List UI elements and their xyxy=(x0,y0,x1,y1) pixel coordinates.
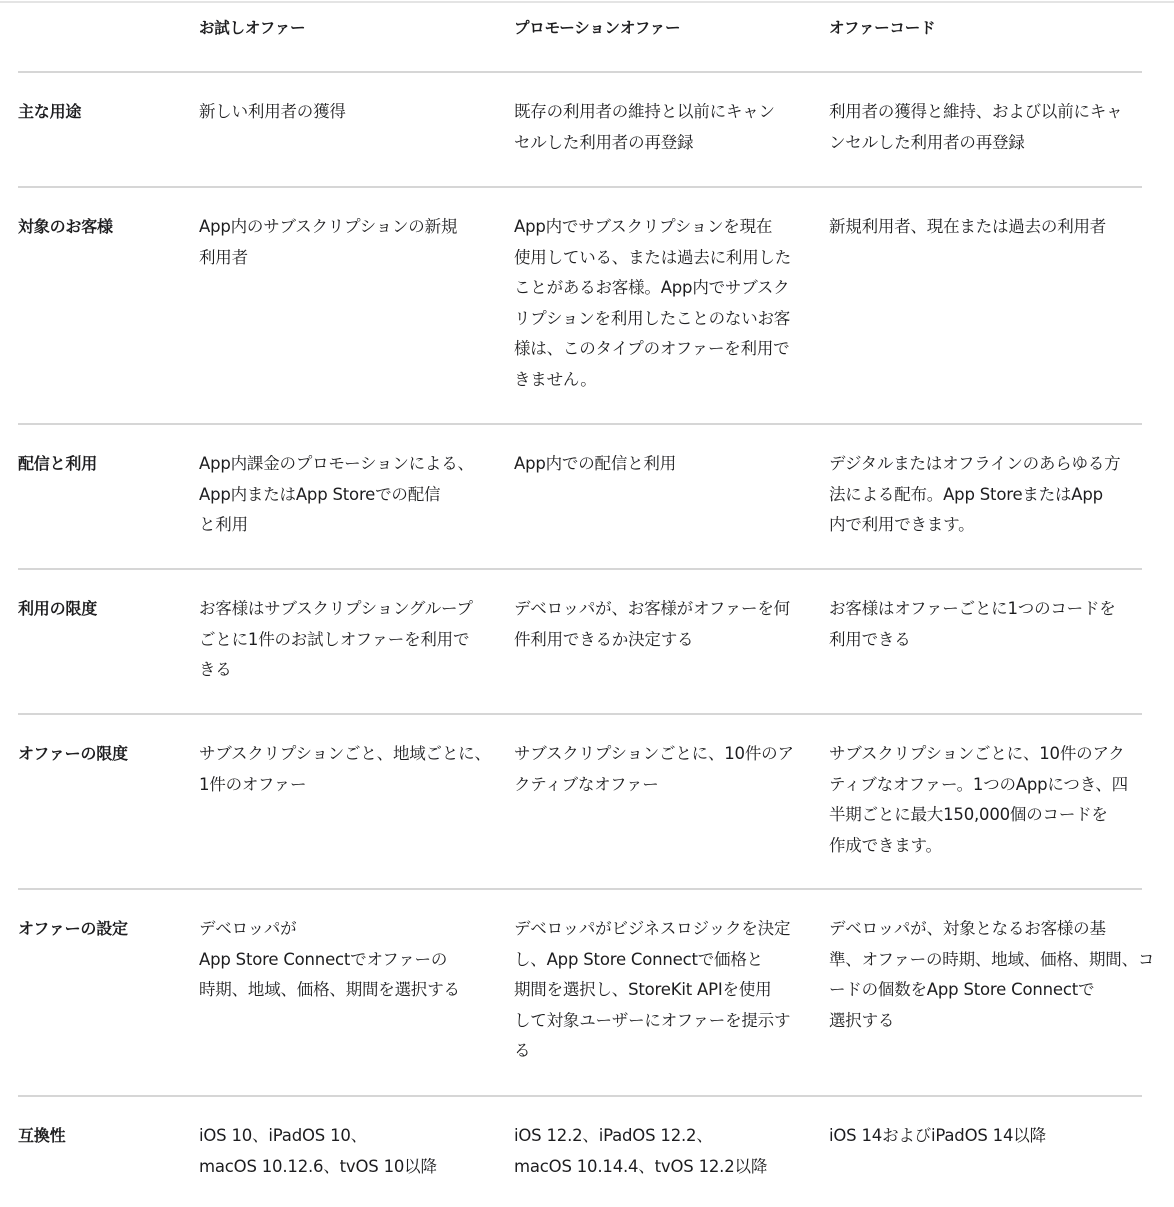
cell-introductory xyxy=(199,715,514,888)
offer-comparison-table xyxy=(18,3,1155,1207)
cell-line: と利用 xyxy=(199,515,248,534)
cell-line: デベロッパがビジネスロジックを決定 xyxy=(514,919,791,938)
cell-line: 様は、このタイプのオファーを利用で xyxy=(514,339,790,358)
cell-line: 半期ごとに最大150,000個のコードを xyxy=(829,805,1108,824)
cell-offer-code xyxy=(829,425,1142,568)
header-promotional-offer: プロモーションオファー xyxy=(514,19,681,37)
cell-line: 作成できます。 xyxy=(829,835,942,855)
header-offer-code: オファーコード xyxy=(829,19,936,37)
cell-line: セルした利用者の再登録 xyxy=(514,132,694,152)
cell-introductory xyxy=(199,1097,514,1207)
cell-line: 内で利用できます。 xyxy=(829,515,975,534)
cell-promotional xyxy=(514,890,829,1095)
cell-line: App内での配信と利用 xyxy=(514,454,677,473)
cell-line: ンセルした利用者の再登録 xyxy=(829,132,1025,152)
cell-line: iOS 10、iPadOS 10、 xyxy=(199,1126,367,1145)
cell-offer-code xyxy=(829,188,1142,423)
cell-offer-code xyxy=(829,715,1142,888)
cell-line: サブスクリプションごとに、10件のア xyxy=(514,744,794,763)
row-label: オファーの限度 xyxy=(18,744,128,763)
cell-promotional xyxy=(514,1097,829,1207)
cell-line: 新規利用者、現在または過去の利用者 xyxy=(829,217,1107,236)
cell-line: きません。 xyxy=(514,369,597,389)
table-row-offer-setup xyxy=(18,890,1155,1097)
cell-line: ードの個数をApp Store Connectで xyxy=(829,980,1095,999)
cell-line: る xyxy=(514,1041,531,1060)
cell-promotional xyxy=(514,715,829,888)
cell-promotional xyxy=(514,73,829,186)
cell-line: ごとに1件のお試しオファーを利用で xyxy=(199,629,470,649)
cell-line: ことがあるお客様。App内でサブスク xyxy=(514,278,790,297)
row-label: 配信と利用 xyxy=(18,454,98,473)
cell-line: App内でサブスクリプションを現在 xyxy=(514,217,773,236)
table-row-distribution xyxy=(18,425,1142,570)
cell-line: 使用している、または過去に利用した xyxy=(514,247,792,267)
cell-line: し、App Store Connectで価格と xyxy=(514,949,763,969)
cell-line: リプションを利用したことのないお客 xyxy=(514,308,791,328)
cell-introductory xyxy=(199,425,514,568)
cell-promotional xyxy=(514,425,829,568)
table-row-offer-limit xyxy=(18,715,1142,890)
cell-line: 準、オファーの時期、地域、価格、期間、コ xyxy=(829,949,1155,969)
cell-line: 利用できる xyxy=(829,629,911,649)
row-label: 主な用途 xyxy=(18,102,82,121)
row-label: 利用の限度 xyxy=(18,599,98,618)
cell-line: 期間を選択し、StoreKit APIを使用 xyxy=(514,980,772,999)
row-label: 互換性 xyxy=(18,1126,66,1145)
cell-line: App Store Connectでオファーの xyxy=(199,949,448,969)
cell-line: 利用者の獲得と維持、および以前にキャ xyxy=(829,102,1123,121)
cell-promotional xyxy=(514,188,829,423)
cell-line: デベロッパが、お客様がオファーを何 xyxy=(514,599,790,618)
table-row-primary-use xyxy=(18,73,1142,188)
row-label: オファーの設定 xyxy=(18,919,128,938)
table-row-target-customers xyxy=(18,188,1142,425)
cell-line: iOS 14およびiPadOS 14以降 xyxy=(829,1126,1046,1145)
cell-line: App内のサブスクリプションの新規 xyxy=(199,217,458,236)
cell-line: 既存の利用者の維持と以前にキャン xyxy=(514,102,775,121)
cell-offer-code xyxy=(829,1097,1142,1207)
cell-introductory xyxy=(199,570,514,713)
cell-line: 利用者 xyxy=(199,247,248,267)
cell-line: デジタルまたはオフラインのあらゆる方 xyxy=(829,454,1121,473)
cell-line: 選択する xyxy=(829,1010,895,1030)
cell-line: お客様はサブスクリプショングループ xyxy=(199,599,473,618)
cell-line: App内またはApp Storeでの配信 xyxy=(199,484,441,504)
cell-line: macOS 10.14.4、tvOS 12.2以降 xyxy=(514,1156,768,1176)
cell-line: 新しい利用者の獲得 xyxy=(199,102,346,121)
row-label: 対象のお客様 xyxy=(18,217,113,236)
cell-offer-code xyxy=(829,570,1142,713)
cell-promotional xyxy=(514,570,829,713)
cell-line: して対象ユーザーにオファーを提示す xyxy=(514,1010,791,1030)
cell-introductory xyxy=(199,73,514,186)
cell-line: クティブなオファー xyxy=(514,774,659,794)
cell-line: macOS 10.12.6、tvOS 10以降 xyxy=(199,1156,437,1176)
cell-line: サブスクリプションごとに、10件のアク xyxy=(829,744,1125,763)
cell-line: デベロッパが xyxy=(199,919,297,938)
cell-line: きる xyxy=(199,660,232,679)
header-cell-empty xyxy=(18,3,199,71)
cell-line: 法による配布。App StoreまたはApp xyxy=(829,484,1103,504)
cell-line: 件利用できるか決定する xyxy=(514,629,694,649)
cell-line: ティブなオファー。1つのAppにつき、四 xyxy=(829,774,1128,794)
cell-line: デベロッパが、対象となるお客様の基 xyxy=(829,919,1106,938)
cell-line: サブスクリプションごと、地域ごとに、 xyxy=(199,744,491,763)
header-introductory-offer: お試しオファー xyxy=(199,19,306,37)
cell-line: 時期、地域、価格、期間を選択する xyxy=(199,980,460,999)
cell-offer-code xyxy=(829,890,1155,1095)
cell-line: App内課金のプロモーションによる、 xyxy=(199,454,474,473)
table-header-row xyxy=(18,3,1142,73)
cell-introductory xyxy=(199,188,514,423)
table-row-usage-limit xyxy=(18,570,1142,715)
cell-offer-code xyxy=(829,73,1142,186)
table-row-compatibility xyxy=(18,1097,1142,1207)
cell-introductory xyxy=(199,890,514,1095)
cell-line: iOS 12.2、iPadOS 12.2、 xyxy=(514,1126,713,1145)
cell-line: お客様はオファーごとに1つのコードを xyxy=(829,599,1116,618)
cell-line: 1件のオファー xyxy=(199,774,307,794)
